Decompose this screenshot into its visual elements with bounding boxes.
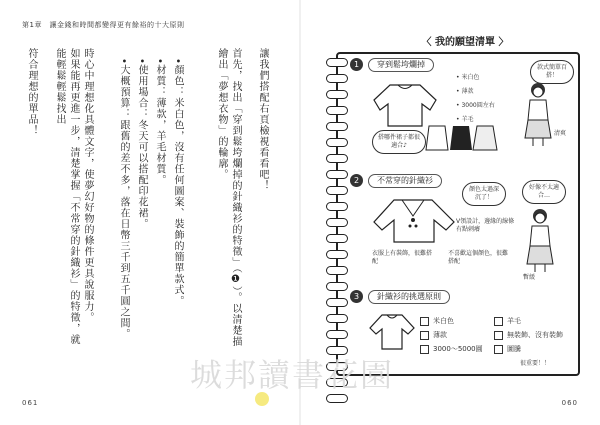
section-1-tag-thickness: • 薄款 xyxy=(456,88,474,95)
section-3-header xyxy=(350,290,540,304)
section-2-header xyxy=(350,174,540,188)
spiral-ring xyxy=(326,234,348,243)
check-item-decoration: 無裝飾、沒有裝飾 xyxy=(494,330,563,340)
section-3-label: 針織衫的挑選原則 xyxy=(368,290,450,304)
left-text-col-4: •材質：薄款，羊毛材質。 xyxy=(154,58,165,186)
section-1-number: 1 xyxy=(350,58,363,71)
spiral-ring xyxy=(326,250,348,259)
spiral-ring xyxy=(326,90,348,99)
section-2-person-bubble: 好像不太適合… xyxy=(522,180,566,204)
spiral-ring xyxy=(326,154,348,163)
section-2-tag-neckline: V領設計，邊緣的線條有點刺癢 xyxy=(456,218,515,233)
checkbox-icon xyxy=(494,345,503,354)
wishlist-title: 〈 我的願望清單 〉 xyxy=(421,37,509,48)
spiral-ring xyxy=(326,186,348,195)
skirts-illustration xyxy=(425,124,499,152)
person-2-illustration xyxy=(520,206,560,276)
checkbox-icon xyxy=(494,317,503,326)
left-text-col-2: 首先，找出「穿到鬆垮爛掉的針織衫的特徵」（❶）。以清楚描繪出「夢想衣物」的輪廓。 xyxy=(216,48,241,347)
left-text-col-8: 如果能再更進一步，清楚掌握「不常穿的針織衫」的特徵，就能輕鬆輕鬆找出 xyxy=(54,48,79,345)
spiral-ring xyxy=(326,202,348,211)
section-2-tag-color: 不喜歡這個顏色，很難搭配 xyxy=(448,250,509,265)
section-2-bubble: 顏色太過深沉了！ xyxy=(462,182,506,206)
section-1-tag-material: • 羊毛 xyxy=(456,116,474,123)
spiral-rings xyxy=(326,58,348,368)
watermark-text: 城邦讀書花園 xyxy=(190,356,395,394)
section-1-tag-price: • 3000圓左右 xyxy=(456,102,495,109)
section-1-tag-color: • 米白色 xyxy=(456,74,480,81)
check-item-material: 羊毛 xyxy=(494,316,521,326)
sweater-3-illustration xyxy=(368,312,416,352)
sweater-2-illustration xyxy=(372,196,456,246)
check-item-price: 3000～5000圓 xyxy=(420,344,483,354)
check-item-color: 米白色 xyxy=(420,316,454,326)
person-1-illustration xyxy=(518,80,558,150)
section-1-label: 穿到鬆垮爛掉 xyxy=(368,58,434,72)
section-3-number: 3 xyxy=(350,290,363,303)
left-text-col-1: 讓我們搭配右頁檢視看看吧！ xyxy=(257,48,268,191)
section-1-bubble: 搭哪件裙子都很適合♪ xyxy=(372,130,426,154)
section-1-header xyxy=(350,58,540,72)
check-item-pattern: 圖騰 xyxy=(494,344,521,354)
spiral-ring xyxy=(326,58,348,67)
checkbox-icon xyxy=(494,331,503,340)
chapter-header: 第1章 讓金錢和時間都變得更有餘裕的十大原則 xyxy=(22,21,185,29)
sweater-1-illustration xyxy=(370,80,440,130)
checkbox-icon xyxy=(420,317,429,326)
checkbox-icon xyxy=(420,331,429,340)
section-1-person-bubble: 款式簡單百搭！ xyxy=(530,60,574,84)
left-text-col-9: 符合理想的單品！ xyxy=(26,48,37,136)
check-item-thickness: 薄款 xyxy=(420,330,447,340)
left-text-col-3: •顏色：米白色，沒有任何圖案、裝飾的簡單款式。 xyxy=(172,58,183,307)
checkbox-icon xyxy=(420,345,429,354)
section-2-number: 2 xyxy=(350,174,363,187)
spiral-ring xyxy=(326,298,348,307)
left-text-col-7: 時心中理想化具體文字，使夢幻好物的條件更具說服力。 xyxy=(82,48,93,323)
spiral-ring xyxy=(326,74,348,83)
section-2-tag-decoration: 衣服上有裝飾，很難搭配 xyxy=(372,250,433,265)
spiral-ring xyxy=(326,138,348,147)
section-1-person-label: 清爽 xyxy=(554,130,567,137)
spiral-ring xyxy=(326,282,348,291)
left-text-col-5: •使用場合：冬天可以搭配印花裙。 xyxy=(136,58,147,230)
spiral-ring xyxy=(326,330,348,339)
spiral-ring xyxy=(326,314,348,323)
section-3-footer: 很重要！！ xyxy=(520,360,551,367)
left-text-col-6: •大概預算：跟舊的差不多，落在日幣三千到五千圓之間。 xyxy=(118,58,129,340)
spiral-ring xyxy=(326,122,348,131)
right-page-number: 060 xyxy=(561,399,578,407)
section-2-person-label: 暫緩 xyxy=(523,274,536,281)
spiral-ring xyxy=(326,170,348,179)
spiral-ring xyxy=(326,106,348,115)
left-page-number: 061 xyxy=(22,399,39,407)
spiral-ring xyxy=(326,218,348,227)
spiral-ring xyxy=(326,266,348,275)
section-2-label: 不常穿的針織衫 xyxy=(368,174,442,188)
